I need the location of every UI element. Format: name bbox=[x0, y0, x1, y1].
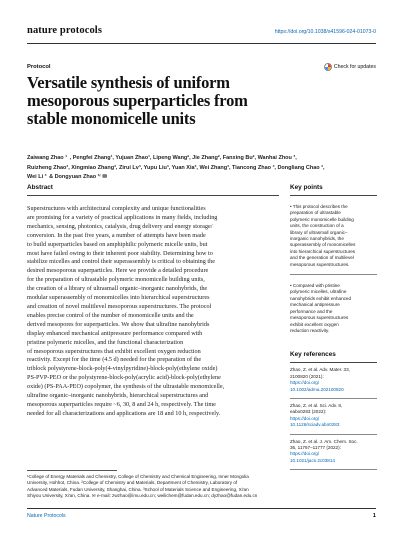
page-number: 1 bbox=[372, 513, 376, 519]
key-point bbox=[290, 196, 377, 268]
check-updates-button[interactable] bbox=[324, 63, 376, 71]
key-points-heading: Key points bbox=[290, 184, 377, 196]
affiliation-line: University, Hohhot, China. ²College of Chemistry and Materials, Department of Chemistry, Laboratory of bbox=[27, 480, 238, 486]
key-point-line: and the generation of multilevel bbox=[290, 255, 354, 261]
abstract-line: triblock polystyrene-block-poly(4-vinylpyridine)-block-poly(ethylene oxide) bbox=[27, 365, 218, 373]
footnote-divider bbox=[27, 470, 117, 471]
abstract-line: Superstructures with architectural complexity and unique functionalities bbox=[27, 205, 206, 212]
reference-citation: eabo0283 (2022): bbox=[290, 409, 327, 415]
title-line: Versatile synthesis of uniform bbox=[27, 73, 230, 92]
page-footer bbox=[27, 513, 376, 519]
key-point-line: polymeric monomicelle building bbox=[290, 216, 354, 222]
affiliation-line: Advanced Materials, Fudan University, Shanghai, China. ³School of Materials Science and Engineering, Xi'an bbox=[27, 486, 249, 492]
footer-divider bbox=[27, 508, 376, 509]
reference-link[interactable]: https://doi.org/ bbox=[290, 380, 320, 386]
sidebar bbox=[290, 184, 377, 470]
abstract-line: and creation of novel multilevel mesoporous superstructures. The protocol bbox=[27, 302, 212, 310]
key-point-line: mechanical antipressure bbox=[290, 302, 340, 308]
author-line[interactable]: Wei Li ³ & Dongyuan Zhao ¹ʳ ✉ bbox=[27, 174, 108, 181]
author-line[interactable]: Ruizheng Zhao³, Xingmiao Zhang³, Zirui Lv³, Yupu Liu³, Yuan Xia³, Wei Zhang³, Tiancong Zhao ³, Dongliang Chao ³, bbox=[27, 164, 325, 171]
affiliations bbox=[27, 474, 287, 500]
reference-citation: 2100820 (2021): bbox=[290, 373, 324, 379]
abstract-line: derived mesopores for superparticles. We show that ultrafine nanohybrids bbox=[27, 320, 210, 328]
abstract-line: modular superassembly of monomicelles into hierarchical superstructures bbox=[27, 294, 210, 302]
key-point-line: library of ultrasmall organic– bbox=[290, 229, 348, 235]
key-references-heading: Key references bbox=[290, 351, 377, 363]
abstract-line: for the preparation of ultrastable polymeric monomicelle building units, bbox=[27, 276, 205, 284]
abstract-line: stabilize micelles and control their superassembly is critical to obtaining the bbox=[27, 258, 215, 266]
abstract-line: reactivity. Except for the time (4.5 d) needed for the preparation of the bbox=[27, 356, 202, 364]
page-header bbox=[27, 25, 376, 39]
reference-citation: Zhao, Z. et al. J. Am. Chem. Soc. bbox=[290, 438, 358, 444]
affiliation-line[interactable]: Shiyou University, Xi'an, China. ✉ e-mail: zwzhao@imu.edu.cn; weilichem@fudan.edu.cn; dyzhao@fudan.edu.cn bbox=[27, 493, 258, 499]
check-updates-label: Check for updates bbox=[333, 64, 376, 70]
key-point-line: reduction reactivity. bbox=[290, 327, 330, 333]
key-point-line: mesoporous superstructures. bbox=[290, 261, 350, 267]
reference-link[interactable]: https://doi.org/ bbox=[290, 415, 320, 421]
key-point-line: inorganic nanohybrids, the bbox=[290, 236, 344, 242]
abstract-line: pristine polymeric micelles, and the functional characterization bbox=[27, 338, 184, 346]
key-point bbox=[290, 275, 377, 334]
abstract-line: most have failed owing to their inherent poor stability. Determining how to bbox=[27, 249, 213, 257]
key-point-line: mesoporous superstructures bbox=[290, 315, 349, 321]
abstract-line: display enhanced mechanical antipressure performance compared with bbox=[27, 329, 203, 337]
abstract-line: of mesoporous superstructures that exhibit excellent oxygen reduction bbox=[27, 347, 201, 355]
key-point-line: exhibit excellent oxygen bbox=[290, 321, 339, 327]
key-point-line: polymeric micelles, ultrafine bbox=[290, 289, 347, 295]
abstract-heading: Abstract bbox=[27, 184, 279, 196]
author-list bbox=[27, 154, 367, 183]
key-point-line: units, the construction of a bbox=[290, 223, 344, 229]
reference-link[interactable]: 10.1126/sciadv.abo0283 bbox=[290, 422, 340, 428]
reference-item bbox=[290, 363, 377, 399]
abstract-line: to build superparticles based on amphiphilic polymeric micelle units, but bbox=[27, 240, 208, 248]
reference-citation: Zhao, Z. et al. Sci. Adv. 8, bbox=[290, 402, 343, 408]
key-point-line: into hierarchical superstructures bbox=[290, 248, 356, 254]
abstract-line: oxide) (PS-PAA-PEO) copolymer, the synthesis of the ultrastable monomicelle, bbox=[27, 383, 225, 391]
header-divider bbox=[27, 43, 376, 44]
reference-citation: Zhao, Z. et al. Adv. Mater. 33, bbox=[290, 367, 350, 373]
footer-journal-name: Nature Protocols bbox=[27, 513, 66, 519]
abstract-line: needed for all characterizations and applications are 18 and 10 h, respectively. bbox=[27, 409, 221, 417]
abstract-line: are promising for a variety of practical applications in many fields, including bbox=[27, 213, 218, 221]
title-line: mesoporous superparticles from bbox=[27, 91, 248, 110]
author-line[interactable]: Zaiwang Zhao ¹ , Pengfei Zhang¹, Yujuan Zhao¹, Lipeng Wang², Jie Zhang², Fanxing Bu², Wanhai Zhou ³, bbox=[27, 155, 297, 161]
reference-item bbox=[290, 399, 377, 435]
journal-name: nature protocols bbox=[27, 25, 103, 36]
key-point-line: performance and the bbox=[290, 308, 333, 314]
key-point-line: nanohybrids exhibit enhanced bbox=[290, 295, 352, 301]
abstract-line: conversion. In the past five years, a number of attempts have been made bbox=[27, 231, 206, 239]
article-title bbox=[27, 74, 327, 128]
title-line: stable monomicelle units bbox=[27, 109, 196, 128]
reference-link[interactable]: https://doi.org/ bbox=[290, 451, 320, 457]
abstract-line: ultrafine organic–inorganic nanohybrids, hierarchical superstructures and bbox=[27, 392, 209, 400]
reference-citation: 36, 11767–11777 (2022): bbox=[290, 444, 341, 450]
reference-link[interactable]: 10.1021/jacs.2c03814 bbox=[290, 457, 335, 463]
article-meta-row bbox=[27, 62, 376, 72]
affiliation-line: ¹College of Energy Materials and Chemistry, College of Chemistry and Chemical Engineering, Inner Mongolia bbox=[27, 474, 249, 479]
abstract-line: the creation of a library of ultrasmall organic–inorganic nanohybrids, the bbox=[27, 285, 208, 293]
abstract-text bbox=[27, 205, 283, 419]
key-point-line: • Compared with pristine bbox=[290, 283, 340, 289]
abstract-line: mechanics, sensing, photonics, catalysis, drug delivery and energy storage/ bbox=[27, 222, 213, 230]
key-point-line: superassembly of monomicelles bbox=[290, 242, 356, 248]
abstract-line: PS-PVP-PEO or the polystyrene-block-poly(acrylic acid)-block-poly(ethylene bbox=[27, 374, 221, 382]
reference-item bbox=[290, 435, 377, 471]
key-point-line: • This protocol describes the bbox=[290, 204, 348, 209]
reference-link[interactable]: 10.1002/adma.202100820 bbox=[290, 386, 344, 392]
doi-link[interactable]: https://doi.org/10.1038/s41596-024-01073-0 bbox=[274, 29, 376, 35]
abstract-line: desired mesoporous superparticles. Here we provide a detailed procedure bbox=[27, 267, 209, 275]
check-updates-icon bbox=[324, 63, 332, 71]
key-point-line: preparation of ultrastable bbox=[290, 210, 341, 216]
abstract-line: enables precise control of the number of monomicelle units and the bbox=[27, 311, 194, 319]
abstract-line: mesoporous superparticles require ~6, 30, 8 and 24 h, respectively. The time bbox=[27, 400, 216, 408]
article-type-label: Protocol bbox=[27, 64, 51, 70]
